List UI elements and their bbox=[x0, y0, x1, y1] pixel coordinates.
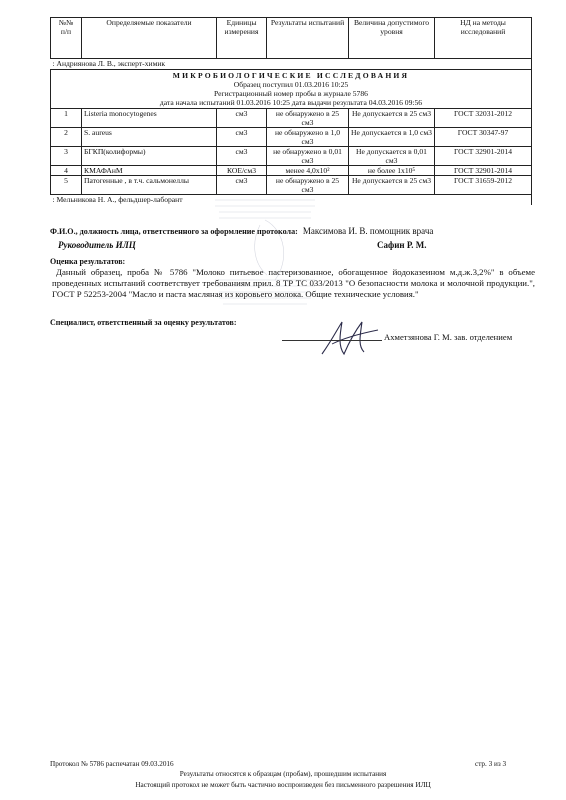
row-unit: см3 bbox=[217, 147, 267, 166]
row-norm: Не допускается в 25 см3 bbox=[349, 176, 435, 195]
chem-expert: : Андриянова Л. В., эксперт-химик bbox=[51, 59, 532, 70]
protocol-label: Ф.И.О., должность лица, ответственного за оформление протокола: bbox=[50, 227, 298, 236]
col-indicators-header: Определяемые показатели bbox=[82, 18, 217, 59]
row-result: не обнаружено в 0,01 см3 bbox=[267, 147, 349, 166]
protocol-responsible bbox=[50, 226, 433, 237]
row-unit: см3 bbox=[217, 176, 267, 195]
results-table bbox=[50, 17, 532, 205]
table-row bbox=[51, 147, 532, 166]
protocol-person: Максимова И. В. помощник врача bbox=[302, 226, 434, 236]
row-num: 5 bbox=[51, 176, 82, 195]
row-nd: ГОСТ 31659-2012 bbox=[435, 176, 532, 195]
row-nd: ГОСТ 32031-2012 bbox=[435, 109, 532, 128]
footer-protocol: Протокол № 5786 распечатан 09.03.2016 bbox=[50, 760, 174, 768]
row-num: 2 bbox=[51, 128, 82, 147]
row-result: менее 4,0х10² bbox=[267, 166, 349, 176]
head-name: Сафин Р. М. bbox=[377, 240, 427, 250]
assessment-label: Оценка результатов: bbox=[50, 257, 126, 266]
row-nd: ГОСТ 30347-97 bbox=[435, 128, 532, 147]
signature-line bbox=[282, 340, 382, 341]
row-result: не обнаружено в 25 см3 bbox=[267, 109, 349, 128]
micro-title: МИКРОБИОЛОГИЧЕСКИЕ ИССЛЕДОВАНИЯ bbox=[172, 71, 410, 80]
row-nd: ГОСТ 32901-2014 bbox=[435, 166, 532, 176]
col-norm-header: Величина допустимого уровня bbox=[349, 18, 435, 59]
row-name: БГКП(колиформы) bbox=[82, 147, 217, 166]
row-name: Listeria monocytogenes bbox=[82, 109, 217, 128]
row-norm: не более 1х10⁵ bbox=[349, 166, 435, 176]
table-row bbox=[51, 109, 532, 128]
stamp-watermark bbox=[205, 190, 325, 325]
row-num: 3 bbox=[51, 147, 82, 166]
signature bbox=[316, 318, 386, 358]
col-units-header: Единицы измерения bbox=[217, 18, 267, 59]
row-result: не обнаружено в 1,0 см3 bbox=[267, 128, 349, 147]
row-norm: Не допускается в 0,01 см3 bbox=[349, 147, 435, 166]
micro-dates: дата начала испытаний 01.03.2016 10:25 дата выдачи результата 04.03.2016 09:56 bbox=[159, 98, 423, 107]
row-nd: ГОСТ 32901-2014 bbox=[435, 147, 532, 166]
row-norm: Не допускается в 1,0 см3 bbox=[349, 128, 435, 147]
assessment-text: Данный образец, проба № 5786 "Молоко питьевое пастеризованное, обогащенное йодоказеином м.д.ж.3,2%" в объеме проведенных испытаний соответствует требованиям прил. 8 ТР ТС 033/2013 "О безопасности молока и молочной продукции.", ГОСТ Р 52253-2004 "Масло и паста масляная из коровьего молока. Общие технические условия." bbox=[52, 267, 535, 299]
footer-page: стр. 3 из 3 bbox=[475, 760, 507, 768]
col-nd-header: НД на методы исследований bbox=[435, 18, 532, 59]
col-results-header: Результаты испытаний bbox=[267, 18, 349, 59]
footer-line1: Результаты относятся к образцам (пробам), прошедшим испытания bbox=[179, 770, 387, 778]
row-num: 1 bbox=[51, 109, 82, 128]
row-name: КМАФАнМ bbox=[82, 166, 217, 176]
row-norm: Не допускается в 25 см3 bbox=[349, 109, 435, 128]
row-unit: см3 bbox=[217, 128, 267, 147]
micro-header-row bbox=[51, 70, 532, 109]
specialist-label: Специалист, ответственный за оценку результатов: bbox=[50, 318, 237, 327]
row-unit: см3 bbox=[217, 109, 267, 128]
chem-expert-row bbox=[51, 59, 532, 70]
micro-reg-number: Регистрационный номер пробы в журнале 5786 bbox=[214, 89, 368, 98]
head-label: Руководитель ИЛЦ bbox=[58, 240, 136, 250]
row-name: Патогенные , в т.ч. сальмонеллы bbox=[82, 176, 217, 195]
micro-expert: : Мельникова Н. А., фельдшер-лаборант bbox=[51, 195, 532, 206]
row-unit: КОЕ/см3 bbox=[217, 166, 267, 176]
row-name: S. aureus bbox=[82, 128, 217, 147]
row-num: 4 bbox=[51, 166, 82, 176]
footer-line2: Настоящий протокол не может быть частично воспроизведен без письменного разрешения ИЛЦ bbox=[135, 781, 431, 789]
table-row bbox=[51, 128, 532, 147]
micro-received: Образец поступил 01.03.2016 10:25 bbox=[233, 80, 349, 89]
col-num-header: №№ п/п bbox=[51, 18, 82, 59]
row-result: не обнаружено в 25 см3 bbox=[267, 176, 349, 195]
table-row bbox=[51, 166, 532, 176]
table-header-row bbox=[51, 18, 532, 59]
specialist-name: Ахметзянова Г. М. зав. отделением bbox=[384, 332, 513, 342]
